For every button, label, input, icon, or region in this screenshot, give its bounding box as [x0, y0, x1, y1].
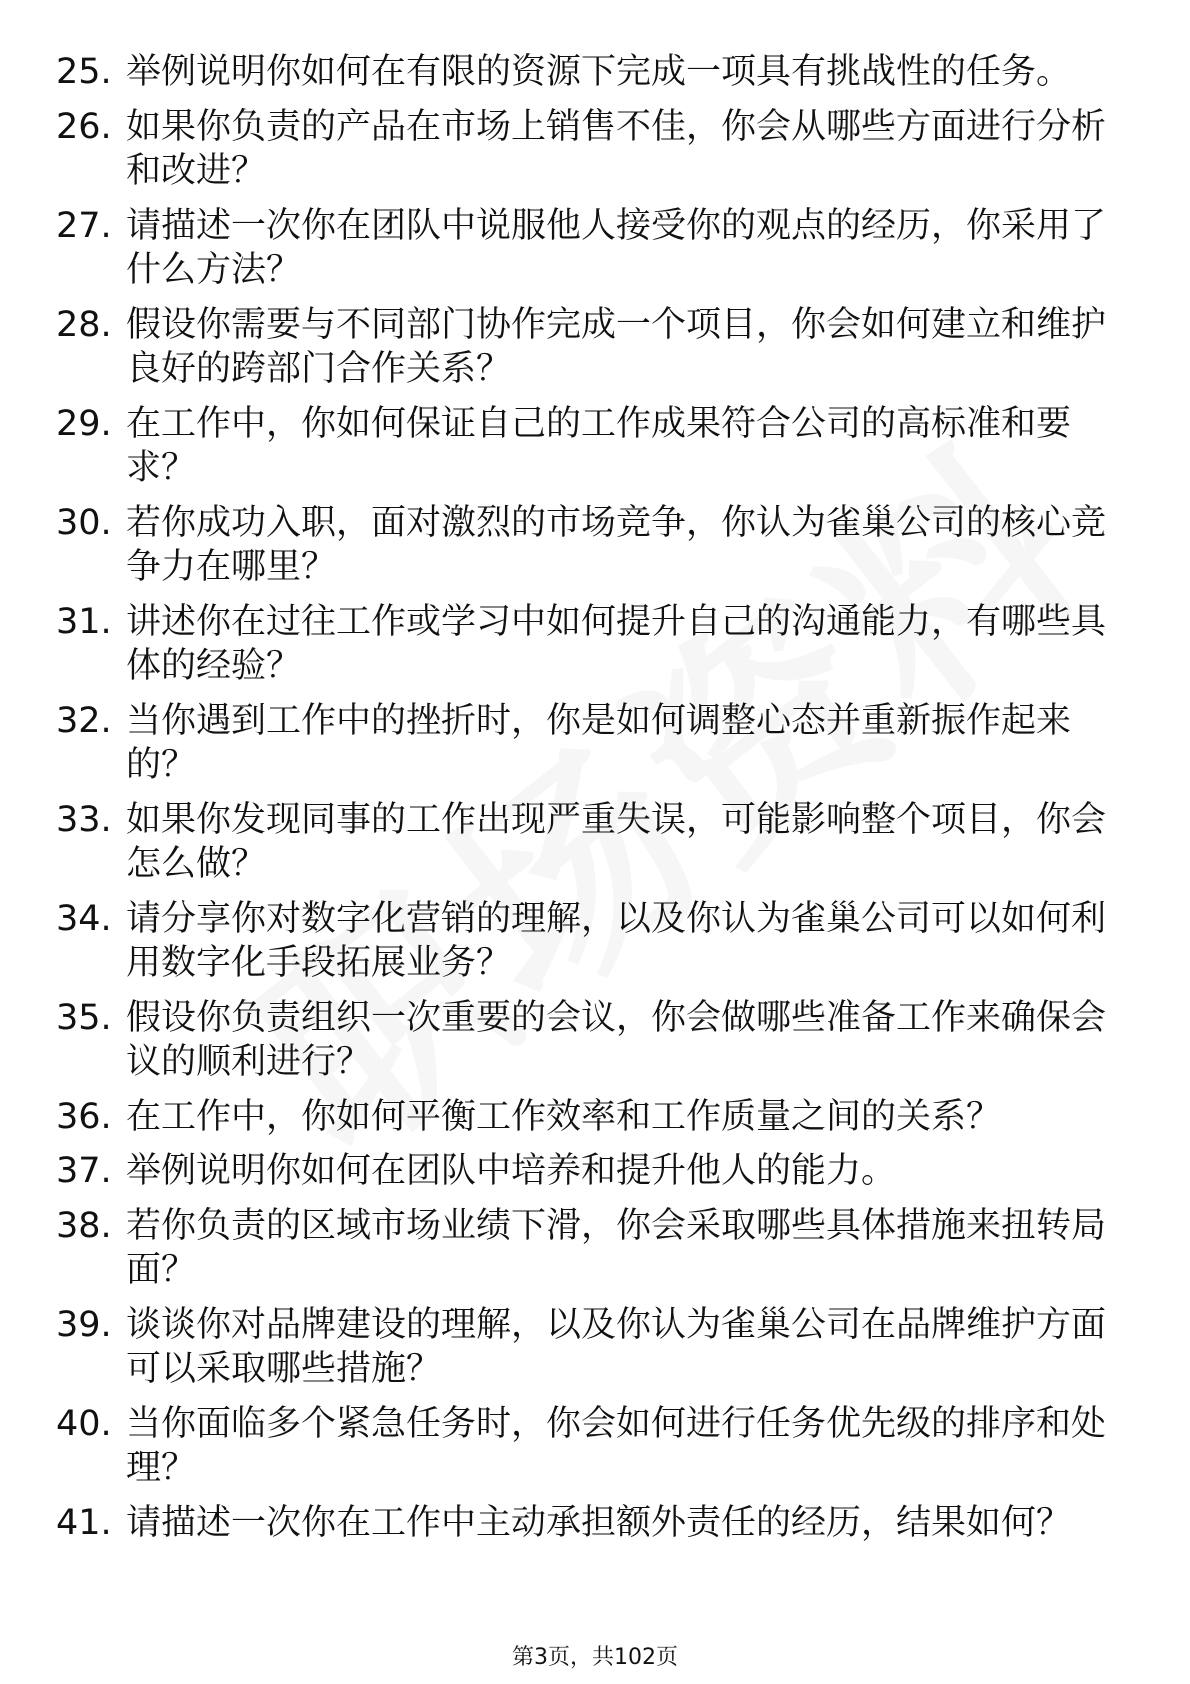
question-number: 34.: [56, 898, 112, 939]
list-item: [56, 50, 1136, 95]
question-list: [56, 50, 1136, 1555]
list-item: [56, 1501, 1136, 1546]
page-footer: 第3页，共102页: [512, 1645, 678, 1670]
question-number: 36.: [56, 1096, 112, 1137]
list-item: [56, 600, 1136, 689]
question-number: 26.: [56, 106, 112, 147]
question-text: 请分享你对数字化营销的理解，以及你认为雀巢公司可以如何利用数字化手段拓展业务？: [126, 898, 1107, 983]
list-item: [56, 798, 1136, 887]
question-text: 请描述一次你在工作中主动承担额外责任的经历，结果如何？: [126, 1502, 1072, 1543]
list-item: [56, 1149, 1136, 1194]
question-number: 39.: [56, 1304, 112, 1345]
list-item: [56, 996, 1136, 1085]
question-number: 29.: [56, 403, 112, 444]
list-item: [56, 204, 1136, 293]
question-text: 假设你需要与不同部门协作完成一个项目，你会如何建立和维护良好的跨部门合作关系？: [126, 304, 1107, 389]
question-number: 31.: [56, 601, 112, 642]
question-text: 如果你负责的产品在市场上销售不佳，你会从哪些方面进行分析和改进？: [126, 106, 1107, 191]
question-number: 41.: [56, 1502, 112, 1543]
list-item: [56, 402, 1136, 491]
question-text: 当你面临多个紧急任务时，你会如何进行任务优先级的排序和处理？: [126, 1403, 1107, 1488]
question-text: 举例说明你如何在有限的资源下完成一项具有挑战性的任务。: [126, 52, 1072, 92]
question-text: 若你负责的区域市场业绩下滑，你会采取哪些具体措施来扭转局面？: [126, 1205, 1107, 1290]
question-text: 如果你发现同事的工作出现严重失误，可能影响整个项目，你会怎么做？: [126, 799, 1107, 884]
question-text: 假设你负责组织一次重要的会议，你会做哪些准备工作来确保会议的顺利进行？: [126, 997, 1107, 1082]
question-number: 28.: [56, 304, 112, 345]
list-item: [56, 1402, 1136, 1491]
list-item: [56, 699, 1136, 788]
question-number: 37.: [56, 1151, 112, 1191]
question-text: 当你遇到工作中的挫折时，你是如何调整心态并重新振作起来的？: [126, 700, 1072, 785]
list-item: [56, 897, 1136, 986]
list-item: [56, 1303, 1136, 1392]
question-text: 讲述你在过往工作或学习中如何提升自己的沟通能力，有哪些具体的经验？: [126, 601, 1107, 686]
question-number: 33.: [56, 799, 112, 840]
list-item: [56, 1204, 1136, 1293]
question-text: 在工作中，你如何保证自己的工作成果符合公司的高标准和要求？: [126, 403, 1072, 488]
list-item: [56, 303, 1136, 392]
question-text: 谈谈你对品牌建设的理解，以及你认为雀巢公司在品牌维护方面可以采取哪些措施？: [126, 1304, 1107, 1389]
question-number: 30.: [56, 502, 112, 543]
list-item: [56, 1095, 1136, 1140]
question-number: 27.: [56, 205, 112, 246]
list-item: [56, 501, 1136, 590]
list-item: [56, 105, 1136, 194]
question-number: 35.: [56, 997, 112, 1038]
question-text: 在工作中，你如何平衡工作效率和工作质量之间的关系？: [126, 1096, 1002, 1137]
question-text: 请描述一次你在团队中说服他人接受你的观点的经历，你采用了什么方法？: [126, 205, 1107, 290]
question-text: 举例说明你如何在团队中培养和提升他人的能力。: [126, 1151, 897, 1191]
question-number: 32.: [56, 700, 112, 741]
question-text: 若你成功入职，面对激烈的市场竞争，你认为雀巢公司的核心竞争力在哪里？: [126, 502, 1107, 587]
question-number: 38.: [56, 1205, 112, 1246]
question-number: 40.: [56, 1403, 112, 1444]
question-number: 25.: [56, 52, 112, 92]
